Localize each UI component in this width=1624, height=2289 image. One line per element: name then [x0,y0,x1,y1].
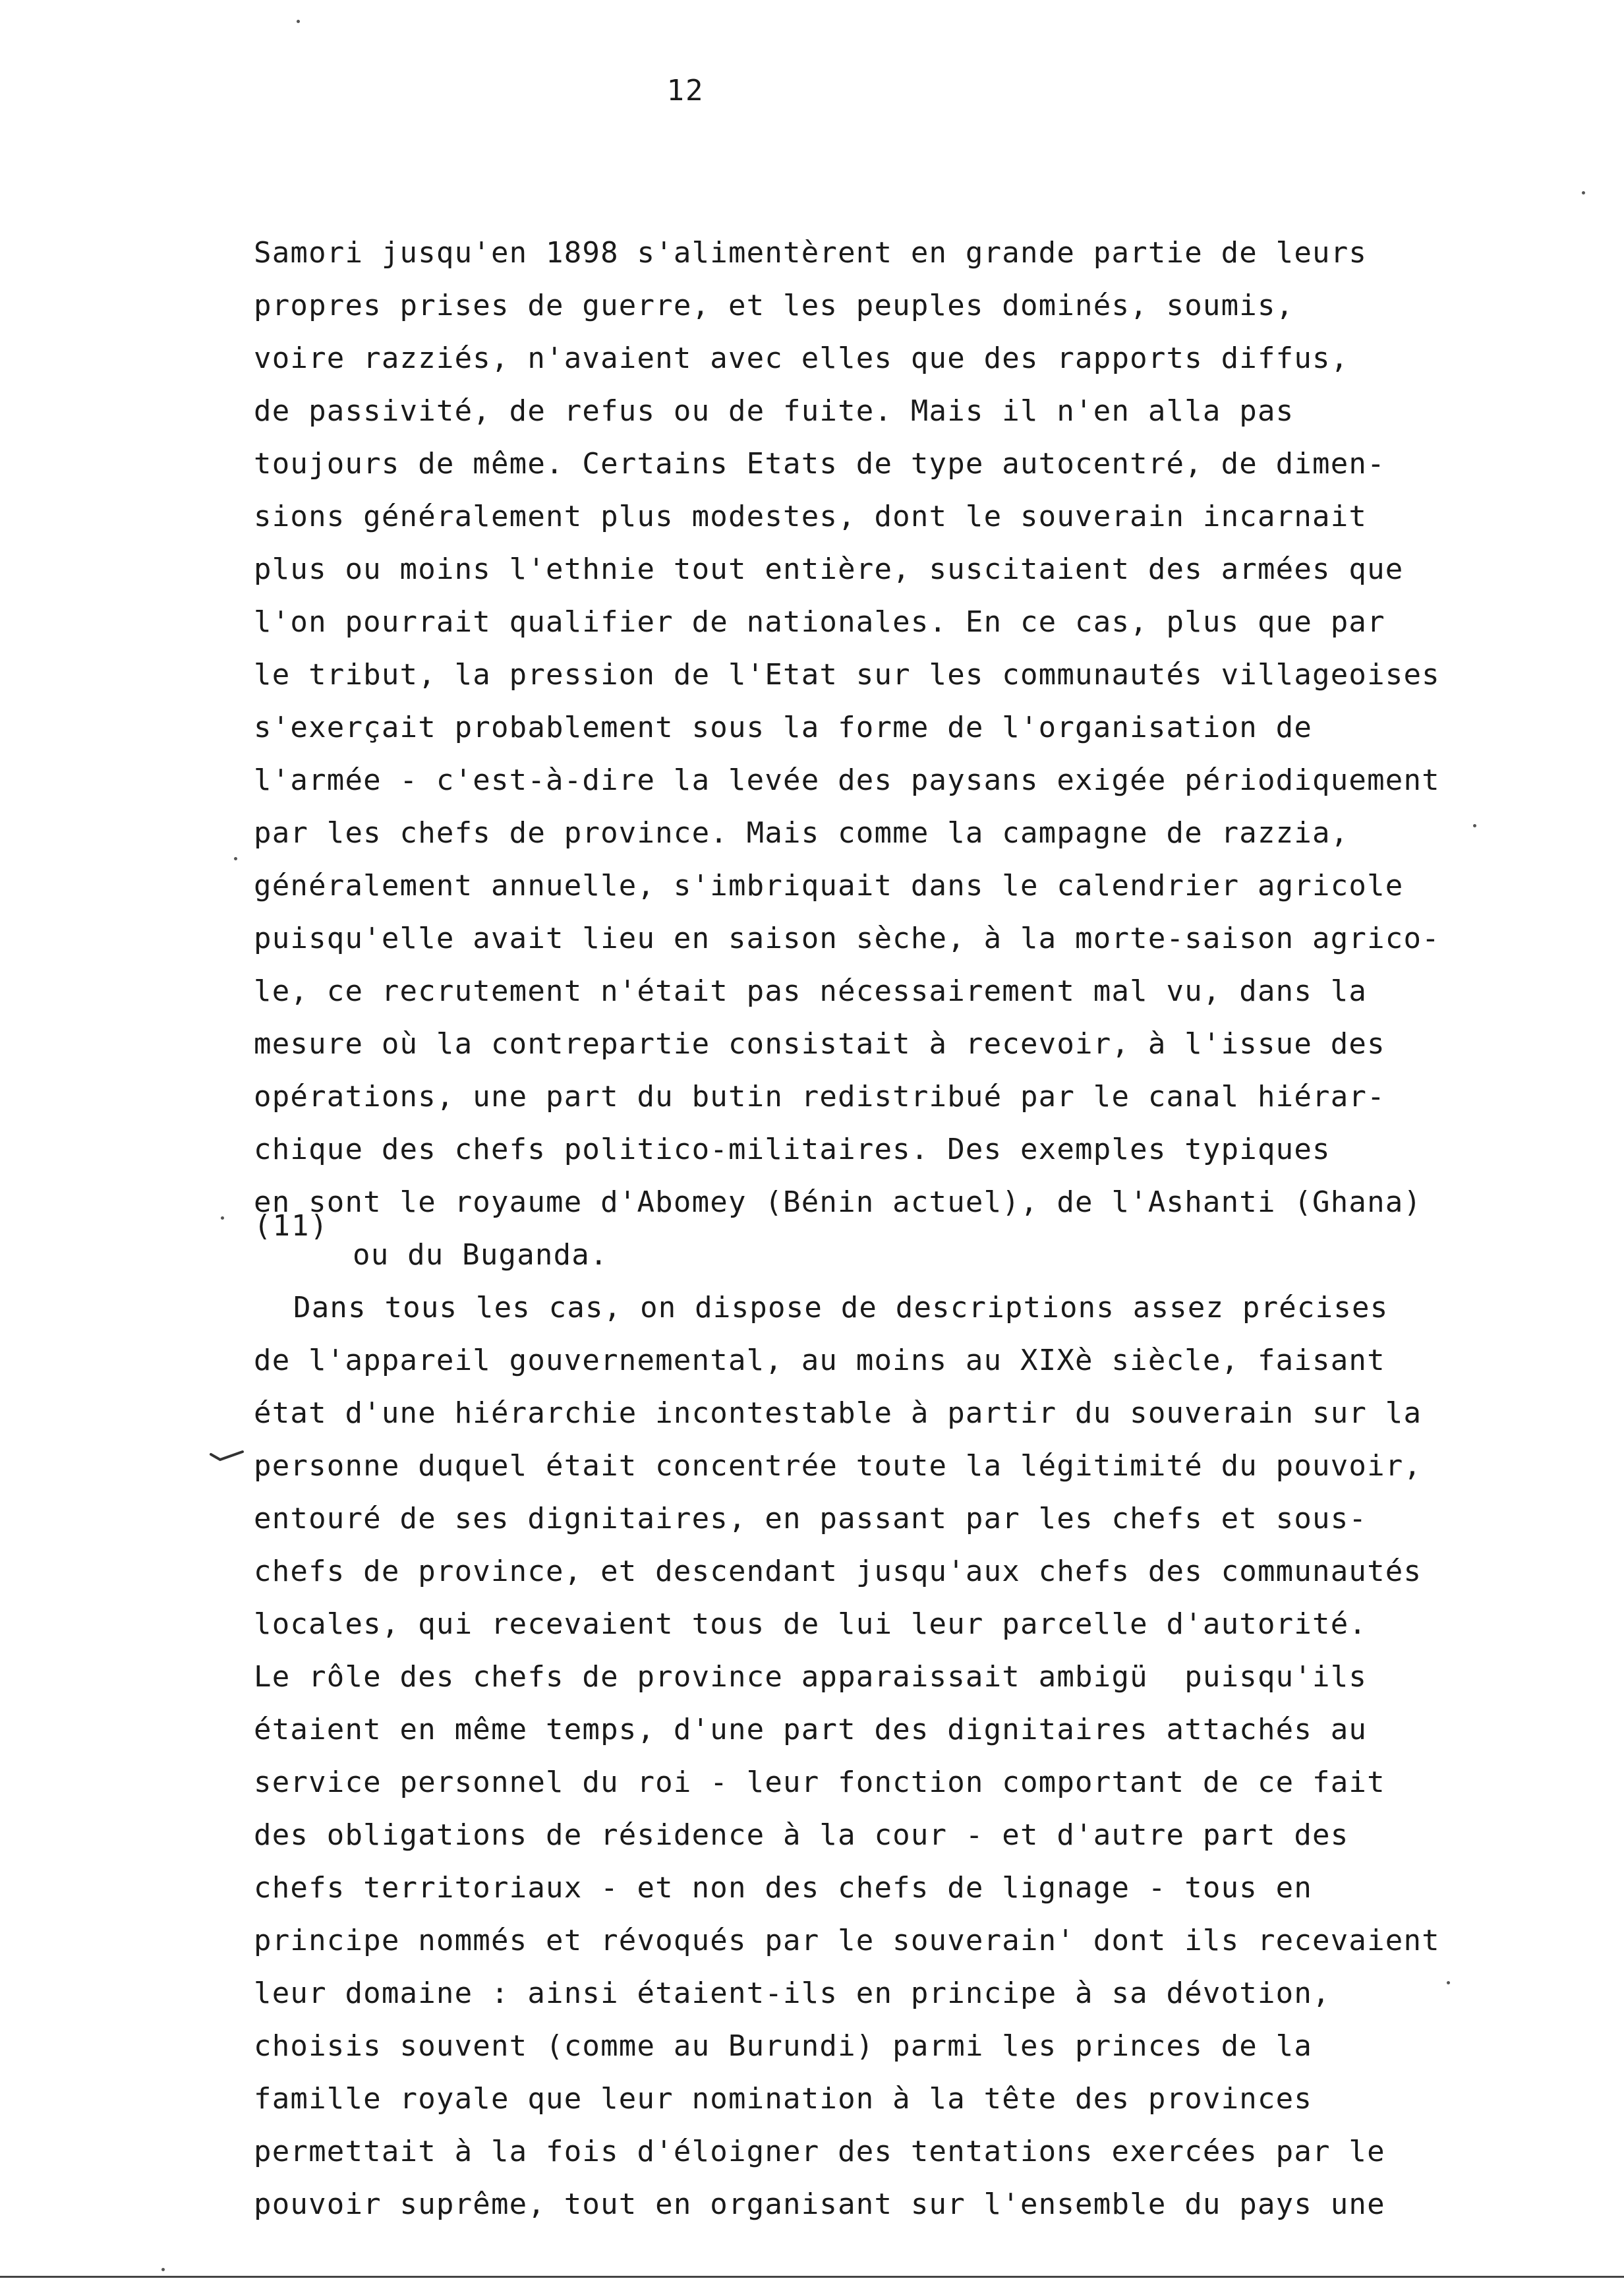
text-line: locales, qui recevaient tous de lui leur parcelle d'autorité. [254,1607,1368,1641]
bottom-rule [0,2276,1624,2278]
text-line: propres prises de guerre, et les peuples dominés, soumis, [254,289,1294,322]
speck [297,20,300,23]
footnote-line [254,1209,1598,1282]
text-line: opérations, une part du butin redistribué par le canal hiérar- [254,1080,1385,1114]
text-line: Samori jusqu'en 1898 s'alimentèrent en grande partie de leurs [254,236,1368,270]
text-line: permettait à la fois d'éloigner des tentations exercées par le [254,2135,1385,2168]
text-line: de passivité, de refus ou de fuite. Mais il n'en alla pas [254,394,1294,428]
page-number: 12 [666,74,705,107]
text-line: puisqu'elle avait lieu en saison sèche, à la morte-saison agrico- [254,922,1440,955]
text-line: état d'une hiérarchie incontestable à partir du souverain sur la [254,1396,1422,1430]
speck [161,2268,165,2271]
speck [1473,824,1476,827]
text-line: généralement annuelle, s'imbriquait dans le calendrier agricole [254,869,1404,903]
text-line: Le rôle des chefs de province apparaissait ambigü puisqu'ils [254,1660,1368,1694]
text-line: s'exerçait probablement sous la forme de l'organisation de [254,711,1313,744]
text-line: choisis souvent (comme au Burundi) parmi les princes de la [254,2029,1313,2063]
text-line: entouré de ses dignitaires, en passant par les chefs et sous- [254,1502,1368,1535]
text-line: personne duquel était concentrée toute la légitimité du pouvoir, [254,1449,1422,1483]
text-line: toujours de même. Certains Etats de type autocentré, de dimen- [254,447,1385,481]
text-line: le tribut, la pression de l'Etat sur les communautés villageoises [254,658,1440,692]
text-line: l'on pourrait qualifier de nationales. En ce cas, plus que par [254,605,1385,639]
text-line: de l'appareil gouvernemental, au moins au XIXè siècle, faisant [254,1344,1385,1377]
speck [1582,191,1585,194]
text-line: principe nommés et révoqués par le souverain' dont ils recevaient [254,1924,1440,1957]
body-text [254,227,1598,2231]
text-line: des obligations de résidence à la cour - et d'autre part des [254,1818,1349,1852]
text-line: par les chefs de province. Mais comme la campagne de razzia, [254,816,1349,850]
text-line: en sont le royaume d'Abomey (Bénin actuel), de l'Ashanti (Ghana) [254,1185,1422,1219]
text-line: plus ou moins l'ethnie tout entière, suscitaient des armées que [254,552,1404,586]
text-line: l'armée - c'est-à-dire la levée des paysans exigée périodiquement [254,763,1440,797]
text-line: pouvoir suprême, tout en organisant sur l'ensemble du pays une [254,2187,1385,2221]
text-line: chique des chefs politico-militaires. Des exemples typiques [254,1133,1331,1166]
text-line: ou du Buganda. [353,1238,608,1272]
text-line: famille royale que leur nomination à la tête des provinces [254,2082,1313,2116]
speck [221,1216,224,1220]
text-line: mesure où la contrepartie consistait à recevoir, à l'issue des [254,1027,1385,1061]
speck [1447,1981,1450,1984]
text-line: sions généralement plus modestes, dont le souverain incarnait [254,500,1368,533]
text-line: voire razziés, n'avaient avec elles que des rapports diffus, [254,342,1349,375]
footnote-reference: (11) [254,1209,329,1243]
text-line: service personnel du roi - leur fonction comportant de ce fait [254,1766,1385,1799]
margin-check-mark-icon [210,1448,244,1466]
text-line: chefs territoriaux - et non des chefs de lignage - tous en [254,1871,1313,1905]
speck [234,857,237,860]
text-line: leur domaine : ainsi étaient-ils en principe à sa dévotion, [254,1977,1331,2010]
text-line: étaient en même temps, d'une part des dignitaires attachés au [254,1713,1368,1746]
text-line: chefs de province, et descendant jusqu'aux chefs des communautés [254,1555,1422,1588]
paragraph-start-line: Dans tous les cas, on dispose de descriptions assez précises [293,1291,1389,1324]
text-line: le, ce recrutement n'était pas nécessairement mal vu, dans la [254,974,1368,1008]
